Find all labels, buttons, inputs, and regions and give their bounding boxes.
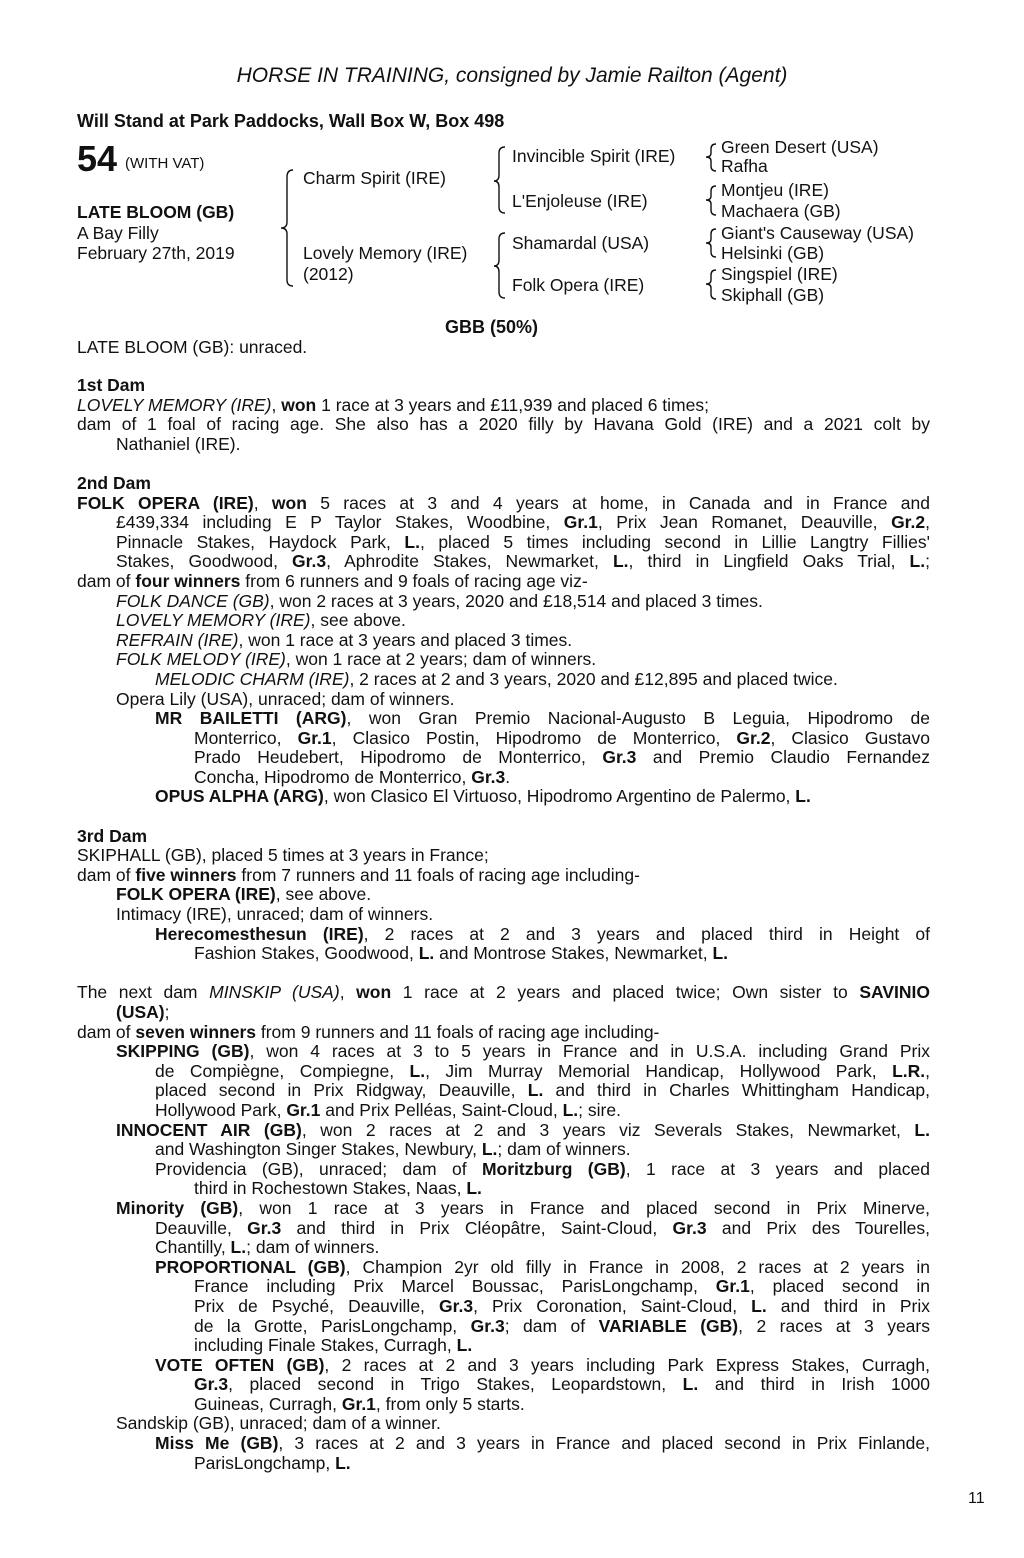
bold-text: L. bbox=[418, 943, 435, 964]
text-run: and Montrose Stakes, Newmarket, bbox=[434, 943, 713, 964]
text-run: Monterrico, bbox=[194, 727, 298, 748]
text-run: SKIPHALL (GB), placed 5 times at 3 years in France; bbox=[77, 845, 489, 866]
text-run: from 7 runners and 11 foals of racing age including- bbox=[236, 864, 640, 885]
text-run: , won 2 races at 2 and 3 years viz Severals Stakes, Newmarket, bbox=[301, 1119, 915, 1140]
text-run: and Washington Singer Stakes, Newbury, bbox=[155, 1139, 482, 1160]
bold-text: INNOCENT AIR (GB) bbox=[116, 1119, 302, 1140]
bold-text: Gr.1 bbox=[297, 727, 332, 748]
page-title: HORSE IN TRAINING, consigned by Jamie Railton (Agent) bbox=[236, 64, 788, 87]
brace-gen2-sire bbox=[494, 147, 505, 213]
text-run: Prix de Psyché, Deauville, bbox=[194, 1295, 439, 1316]
text-line bbox=[77, 494, 930, 514]
text-run: Sandskip (GB), unraced; dam of a winner. bbox=[116, 1413, 441, 1434]
section-gap bbox=[77, 454, 930, 474]
bold-text: L. bbox=[914, 1119, 930, 1140]
text-run: , bbox=[271, 394, 282, 415]
text-run: , won 4 races at 3 to 5 years in France and in U.S.A. including Grand Prix bbox=[249, 1041, 930, 1062]
bold-text: Gr.1 bbox=[715, 1276, 750, 1297]
text-run: ; sire. bbox=[578, 1099, 621, 1120]
bold-text: SAVINIO bbox=[859, 982, 930, 1003]
text-line bbox=[194, 748, 930, 768]
italic-text: MELODIC CHARM (IRE) bbox=[155, 668, 350, 689]
text-run: , won 1 race at 3 years and placed 3 times. bbox=[238, 629, 573, 650]
text-run: dam of bbox=[77, 864, 136, 885]
text-run: , placed 5 times including second in Lillie Langtry Fillies' bbox=[419, 531, 930, 552]
horse-description: A Bay Filly bbox=[77, 223, 159, 243]
section-gap bbox=[77, 807, 930, 827]
bold-text: Gr.3 bbox=[439, 1295, 474, 1316]
text-line bbox=[116, 631, 930, 651]
sire-sire: Invincible Spirit (IRE) bbox=[512, 146, 676, 166]
text-run: and third in Prix bbox=[766, 1295, 930, 1316]
text-line bbox=[194, 1179, 930, 1199]
bold-text: VOTE OFTEN (GB) bbox=[155, 1354, 325, 1375]
text-line bbox=[194, 1277, 930, 1297]
text-line bbox=[194, 1336, 930, 1356]
text-line bbox=[155, 1062, 930, 1082]
text-line bbox=[155, 1160, 930, 1180]
text-run: Fashion Stakes, Goodwood, bbox=[194, 943, 419, 964]
bold-text: FOLK OPERA (IRE) bbox=[77, 492, 254, 513]
text-line bbox=[155, 1140, 930, 1160]
text-run: , won 1 race at 2 years; dam of winners. bbox=[285, 649, 597, 670]
text-run: , 3 races at 2 and 3 years in France and placed second in Prix Finlande, bbox=[278, 1433, 930, 1454]
italic-text: FOLK DANCE (GB) bbox=[116, 590, 270, 611]
text-run: , third in Lingfield Oaks Trial, bbox=[628, 551, 910, 572]
bold-text: won bbox=[356, 982, 392, 1003]
text-run: 1 race at 3 years and £11,939 and placed 6 times; bbox=[316, 394, 709, 415]
text-line bbox=[116, 905, 930, 925]
bold-text: Gr.3 bbox=[247, 1217, 282, 1238]
text-run: , bbox=[925, 1060, 930, 1081]
gen3-ancestor: Rafha bbox=[721, 156, 768, 176]
text-line bbox=[116, 1199, 930, 1219]
text-run: , placed second in bbox=[749, 1276, 930, 1297]
gen3-ancestor: Machaera (GB) bbox=[721, 201, 841, 221]
vat-note: (WITH VAT) bbox=[125, 155, 205, 172]
text-run: , Prix Coronation, Saint-Cloud, bbox=[473, 1295, 752, 1316]
bold-text: Gr.3 bbox=[292, 551, 327, 572]
text-run: , see above. bbox=[275, 884, 372, 905]
italic-text: LOVELY MEMORY (IRE) bbox=[116, 610, 311, 631]
text-line bbox=[194, 944, 930, 964]
gen3-ancestor: Montjeu (IRE) bbox=[721, 180, 829, 200]
bold-text: Gr.3 bbox=[470, 1315, 505, 1336]
text-run: ; dam of winners. bbox=[246, 1237, 380, 1258]
text-run: Hollywood Park, bbox=[155, 1099, 287, 1120]
text-line bbox=[116, 650, 930, 670]
text-run: ; dam of winners. bbox=[497, 1139, 631, 1160]
bold-text: Minority (GB) bbox=[116, 1197, 239, 1218]
text-line bbox=[155, 1356, 930, 1376]
bold-text: Gr.1 bbox=[563, 512, 598, 533]
bold-text: L. bbox=[562, 1099, 579, 1120]
text-line bbox=[77, 983, 930, 1003]
text-run: , Aphrodite Stakes, Newmarket, bbox=[326, 551, 613, 572]
section-heading: 2nd Dam bbox=[77, 472, 151, 493]
text-line bbox=[116, 1414, 930, 1434]
text-run: . bbox=[505, 766, 511, 787]
bold-text: five winners bbox=[135, 864, 237, 885]
italic-text: MINSKIP (USA) bbox=[209, 982, 340, 1003]
gen3-ancestor: Singspiel (IRE) bbox=[721, 264, 838, 284]
text-line bbox=[155, 1434, 930, 1454]
text-run: de Compiègne, Compiegne, bbox=[155, 1060, 410, 1081]
text-line bbox=[194, 729, 930, 749]
text-line bbox=[155, 787, 930, 807]
section-gap bbox=[77, 964, 930, 984]
text-line bbox=[77, 572, 930, 592]
text-run: Prado Heudebert, Hipodromo de Monterrico, bbox=[194, 747, 603, 768]
text-run: , 2 races at 2 and 3 years, 2020 and £12,895 and placed twice. bbox=[349, 668, 838, 689]
text-line bbox=[155, 1238, 930, 1258]
text-line bbox=[116, 611, 930, 631]
text-line bbox=[155, 1219, 930, 1239]
bold-text: Gr.3 bbox=[194, 1374, 229, 1395]
bold-text: OPUS ALPHA (ARG) bbox=[155, 786, 324, 807]
text-run: Nathaniel (IRE). bbox=[116, 433, 241, 454]
text-run: and Prix Pelléas, Saint-Cloud, bbox=[320, 1099, 563, 1120]
bold-text: L. bbox=[466, 1178, 482, 1199]
race-summary: LATE BLOOM (GB): unraced. bbox=[77, 337, 308, 357]
text-line bbox=[194, 768, 930, 788]
page-number: 11 bbox=[968, 1490, 985, 1507]
bold-text: won bbox=[271, 492, 307, 513]
text-line bbox=[116, 435, 930, 455]
lot-number: 54 bbox=[77, 138, 118, 179]
text-run: ; bbox=[925, 551, 930, 572]
bold-text: L. bbox=[230, 1237, 247, 1258]
text-run: Intimacy (IRE), unraced; dam of winners. bbox=[116, 904, 434, 925]
text-run: , bbox=[253, 492, 272, 513]
bold-text: Gr.2 bbox=[736, 727, 771, 748]
text-run: , won 1 race at 3 years in France and placed second in Prix Minerve, bbox=[238, 1197, 930, 1218]
text-run: , 2 races at 3 years bbox=[738, 1315, 930, 1336]
text-line bbox=[155, 1258, 930, 1278]
text-run: third in Rochestown Stakes, Naas, bbox=[194, 1178, 467, 1199]
text-line bbox=[194, 1297, 930, 1317]
bold-text: Gr.1 bbox=[341, 1393, 376, 1414]
dam-dam: Folk Opera (IRE) bbox=[512, 275, 645, 295]
text-run: and Prix des Tourelles, bbox=[706, 1217, 930, 1238]
bold-text: L. bbox=[481, 1139, 498, 1160]
text-run: Concha, Hipodromo de Monterrico, bbox=[194, 766, 472, 787]
bold-text: L. bbox=[682, 1374, 699, 1395]
bold-text: VARIABLE (GB) bbox=[598, 1315, 739, 1336]
text-line bbox=[155, 1081, 930, 1101]
text-line bbox=[116, 513, 930, 533]
bold-text: Gr.2 bbox=[891, 512, 926, 533]
sire: Charm Spirit (IRE) bbox=[303, 168, 446, 188]
bold-text: L. bbox=[909, 551, 926, 572]
text-run: , 2 races at 2 and 3 years and placed third in Height of bbox=[363, 923, 930, 944]
brace-gen3-2 bbox=[706, 186, 716, 215]
gen3-ancestor: Skiphall (GB) bbox=[721, 285, 825, 305]
text-run: , won 2 races at 3 years, 2020 and £18,514 and placed 3 times. bbox=[269, 590, 763, 611]
text-run: ; bbox=[164, 1002, 170, 1022]
text-run: Opera Lily (USA), unraced; dam of winners. bbox=[116, 688, 455, 709]
text-run: , Champion 2yr old filly in France in 2008, 2 races at 2 years in bbox=[345, 1256, 930, 1277]
text-run: Providencia (GB), unraced; dam of bbox=[155, 1158, 482, 1179]
text-line bbox=[116, 533, 930, 553]
text-run: from 9 runners and 11 foals of racing age including- bbox=[256, 1021, 660, 1042]
text-run: , Prix Jean Romanet, Deauville, bbox=[597, 512, 892, 533]
brace-gen3-4 bbox=[706, 270, 716, 299]
text-run: , bbox=[339, 982, 357, 1003]
bold-text: Gr.1 bbox=[286, 1099, 321, 1120]
text-run: and Premio Claudio Fernandez bbox=[636, 747, 930, 768]
text-run: dam of bbox=[77, 1021, 136, 1042]
text-run: France including Prix Marcel Boussac, ParisLongchamp, bbox=[194, 1276, 716, 1297]
text-run: de la Grotte, ParisLongchamp, bbox=[194, 1315, 471, 1336]
italic-text: REFRAIN (IRE) bbox=[116, 629, 239, 650]
text-run: £439,334 including E P Taylor Stakes, Woodbine, bbox=[116, 512, 564, 533]
text-run: , bbox=[925, 512, 930, 533]
text-line bbox=[116, 592, 930, 612]
bold-text: L. bbox=[527, 1080, 544, 1101]
bold-text: L. bbox=[335, 1452, 351, 1473]
text-run: , won Clasico El Virtuoso, Hipodromo Argentino de Palermo, bbox=[323, 786, 796, 807]
text-run: Chantilly, bbox=[155, 1237, 231, 1258]
horse-name: LATE BLOOM (GB) bbox=[77, 202, 235, 222]
section-heading: 3rd Dam bbox=[77, 825, 148, 846]
text-line bbox=[116, 885, 930, 905]
bold-text: Gr.3 bbox=[602, 747, 637, 768]
brace-gen2-dam bbox=[494, 233, 505, 298]
sire-dam: L'Enjoleuse (IRE) bbox=[512, 191, 648, 211]
dam-sire: Shamardal (USA) bbox=[512, 233, 650, 253]
italic-text: FOLK MELODY (IRE) bbox=[116, 649, 286, 670]
text-run: , from only 5 starts. bbox=[375, 1393, 525, 1414]
text-run: , Jim Murray Memorial Handicap, Hollywood Park, bbox=[425, 1060, 893, 1081]
bold-text: SKIPPING (GB) bbox=[116, 1041, 250, 1062]
bold-text: L. bbox=[712, 943, 729, 964]
text-run: ParisLongchamp, bbox=[194, 1452, 336, 1473]
text-run: ; dam of bbox=[504, 1315, 599, 1336]
text-run: Pinnacle Stakes, Haydock Park, bbox=[116, 531, 405, 552]
text-run: , Clasico Gustavo bbox=[770, 727, 931, 748]
text-line bbox=[155, 670, 930, 690]
section-heading: 1st Dam bbox=[77, 375, 146, 395]
bold-text: Miss Me (GB) bbox=[155, 1433, 279, 1454]
text-run: dam of 1 foal of racing age. She also has a 2020 filly by Havana Gold (IRE) and a 2021 colt by bbox=[77, 414, 930, 435]
pedigree-code: GBB (50%) bbox=[445, 317, 539, 337]
text-run: and third in Irish 1000 bbox=[698, 1374, 930, 1395]
text-line bbox=[77, 415, 930, 435]
text-line bbox=[194, 1375, 930, 1395]
text-run: from 6 runners and 9 foals of racing age viz- bbox=[240, 570, 588, 591]
bold-text: L. bbox=[404, 531, 420, 552]
text-run: , see above. bbox=[310, 610, 406, 631]
text-line bbox=[77, 1023, 930, 1043]
text-run: including Finale Stakes, Curragh, bbox=[194, 1335, 457, 1356]
text-run: Guineas, Curragh, bbox=[194, 1393, 342, 1414]
bold-text: PROPORTIONAL (GB) bbox=[155, 1256, 346, 1277]
gen3-ancestor: Green Desert (USA) bbox=[721, 137, 879, 157]
dam: Lovely Memory (IRE) bbox=[303, 243, 468, 263]
bold-text: Gr.3 bbox=[672, 1217, 707, 1238]
gen3-ancestor: Giant's Causeway (USA) bbox=[721, 223, 914, 243]
text-line bbox=[155, 925, 930, 945]
text-run: Stakes, Goodwood, bbox=[116, 551, 293, 572]
text-run: , 1 race at 3 years and placed bbox=[625, 1158, 930, 1179]
text-run: , Clasico Postin, Hipodromo de Monterrico, bbox=[331, 727, 737, 748]
text-run: and third in Prix Cléopâtre, Saint-Cloud, bbox=[281, 1217, 673, 1238]
text-line bbox=[77, 396, 930, 416]
bold-text: FOLK OPERA (IRE) bbox=[116, 884, 276, 905]
text-run: , 2 races at 2 and 3 years including Park Express Stakes, Curragh, bbox=[324, 1354, 930, 1375]
bold-text: seven winners bbox=[135, 1021, 256, 1042]
dam-year: (2012) bbox=[303, 264, 354, 284]
bold-text: won bbox=[281, 394, 317, 415]
bold-text: L. bbox=[795, 786, 811, 807]
text-run: , placed second in Trigo Stakes, Leopardstown, bbox=[228, 1374, 683, 1395]
text-run: placed second in Prix Ridgway, Deauville, bbox=[155, 1080, 528, 1101]
text-line bbox=[155, 709, 930, 729]
bold-text: L. bbox=[612, 551, 629, 572]
bold-text: four winners bbox=[135, 570, 241, 591]
bold-text: L.R. bbox=[892, 1060, 926, 1081]
bold-text: L. bbox=[409, 1060, 426, 1081]
bold-text: (USA) bbox=[116, 1002, 165, 1022]
text-line bbox=[77, 866, 930, 886]
bold-text: Moritzburg (GB) bbox=[481, 1158, 626, 1179]
brace-gen3-3 bbox=[706, 229, 716, 257]
text-line bbox=[116, 1003, 930, 1023]
pedigree-notes bbox=[77, 376, 930, 1473]
text-run: dam of bbox=[77, 570, 136, 591]
text-line bbox=[194, 1317, 930, 1337]
text-run: Deauville, bbox=[155, 1217, 248, 1238]
italic-text: LOVELY MEMORY (IRE) bbox=[77, 394, 272, 415]
text-run: The next dam bbox=[77, 982, 210, 1003]
text-run: , won Gran Premio Nacional-Augusto B Leguia, Hipodromo de bbox=[346, 708, 930, 729]
text-line bbox=[77, 846, 930, 866]
brace-gen3-1 bbox=[706, 144, 716, 171]
text-line bbox=[116, 552, 930, 572]
text-line bbox=[116, 690, 930, 710]
bold-text: Gr.3 bbox=[471, 766, 506, 787]
brace-gen1 bbox=[281, 170, 293, 286]
text-line bbox=[194, 1454, 930, 1474]
text-line bbox=[116, 1121, 930, 1141]
stand-location: Will Stand at Park Paddocks, Wall Box W, Box 498 bbox=[77, 111, 505, 131]
gen3-ancestor: Helsinki (GB) bbox=[721, 243, 825, 263]
foaling-date: February 27th, 2019 bbox=[77, 243, 235, 263]
bold-text: L. bbox=[456, 1335, 473, 1356]
text-run: 1 race at 2 years and placed twice; Own sister to bbox=[391, 982, 860, 1003]
bold-text: Herecomesthesun (IRE) bbox=[155, 923, 364, 944]
text-line bbox=[116, 1042, 930, 1062]
text-run: 5 races at 3 and 4 years at home, in Canada and in France and bbox=[306, 492, 931, 513]
text-run: and third in Charles Whittingham Handicap, bbox=[543, 1080, 930, 1101]
text-line bbox=[194, 1395, 930, 1415]
bold-text: L. bbox=[751, 1295, 767, 1316]
bold-text: MR BAILETTI (ARG) bbox=[155, 708, 347, 729]
text-line bbox=[155, 1101, 930, 1121]
